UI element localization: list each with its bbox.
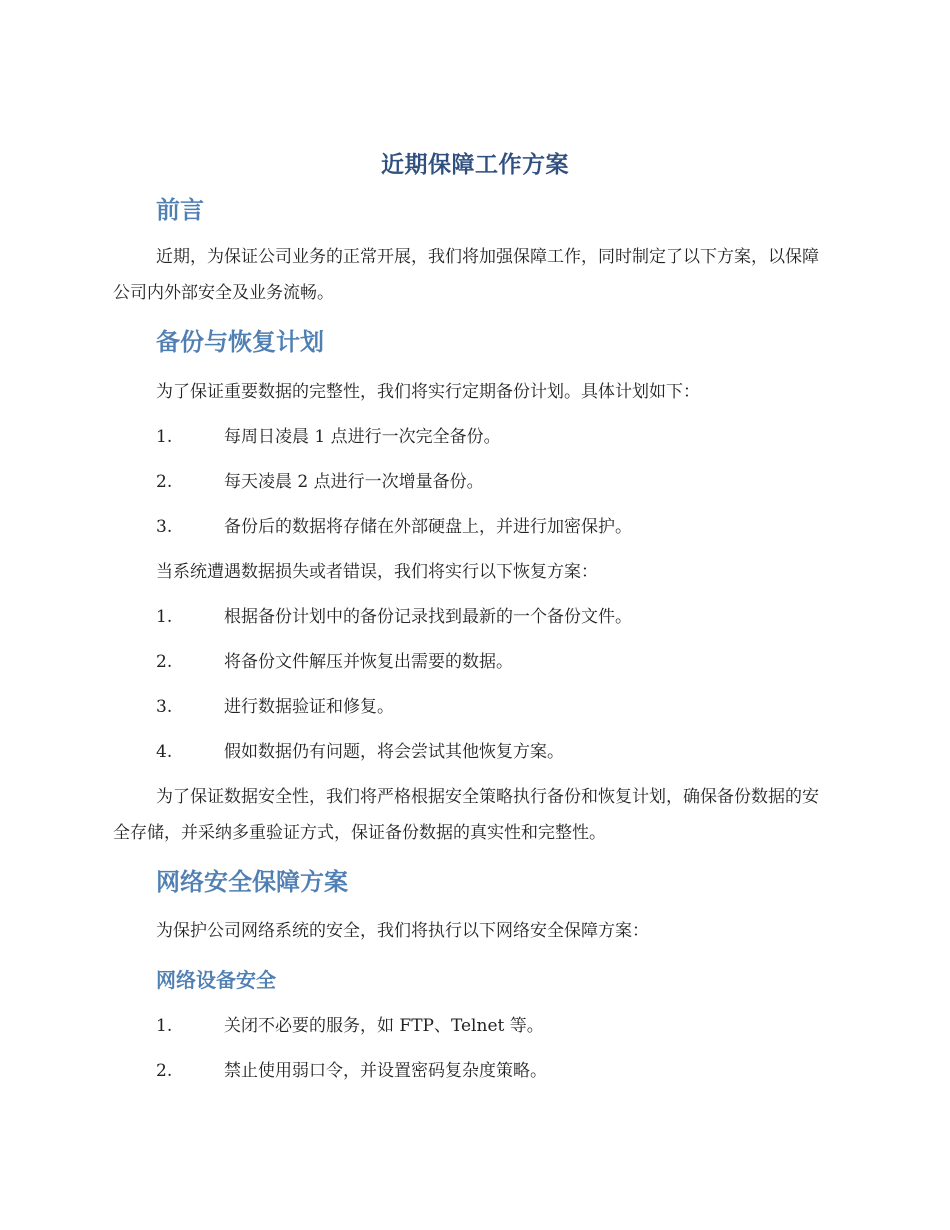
list-text: 每周日凌晨 1 点进行一次完全备份。 [224,427,501,447]
list-text: 假如数据仍有问题，将会尝试其他恢复方案。 [224,742,564,762]
list-number: 4. [156,742,173,762]
document-title: 近期保障工作方案 [381,152,569,178]
list-text: 关闭不必要的服务，如 FTP、Telnet 等。 [224,1016,544,1036]
heading-network: 网络安全保障方案 [156,868,348,896]
list-text: 备份后的数据将存储在外部硬盘上，并进行加密保护。 [224,517,632,537]
list-text: 禁止使用弱口令，并设置密码复杂度策略。 [224,1061,547,1081]
list-number: 1. [156,607,173,627]
list-text: 根据备份计划中的备份记录找到最新的一个备份文件。 [224,607,632,627]
network-lead: 为保护公司网络系统的安全，我们将执行以下网络安全保障方案： [156,921,649,941]
list-number: 2. [156,472,173,492]
list-number: 1. [156,1016,173,1036]
intro-paragraph: 近期，为保证公司业务的正常开展，我们将加强保障工作，同时制定了以下方案，以保障公司内外部安全及业务流畅。 [113,247,819,303]
subheading-network-devices: 网络设备安全 [156,968,276,992]
list-text: 将备份文件解压并恢复出需要的数据。 [224,652,513,672]
backup-lead: 为了保证重要数据的完整性，我们将实行定期备份计划。具体计划如下： [156,382,700,402]
list-text: 进行数据验证和修复。 [224,697,394,717]
backup-closing-paragraph: 为了保证数据安全性，我们将严格根据安全策略执行备份和恢复计划，确保备份数据的安全存储，并采纳多重验证方式，保证备份数据的真实性和完整性。 [113,787,819,843]
list-number: 2. [156,652,173,672]
list-text: 每天凌晨 2 点进行一次增量备份。 [224,472,484,492]
list-number: 2. [156,1061,173,1081]
list-number: 1. [156,427,173,447]
heading-backup: 备份与恢复计划 [156,328,324,356]
heading-intro: 前言 [156,196,204,224]
list-number: 3. [156,697,173,717]
recovery-lead: 当系统遭遇数据损失或者错误，我们将实行以下恢复方案： [156,562,598,582]
list-number: 3. [156,517,173,537]
